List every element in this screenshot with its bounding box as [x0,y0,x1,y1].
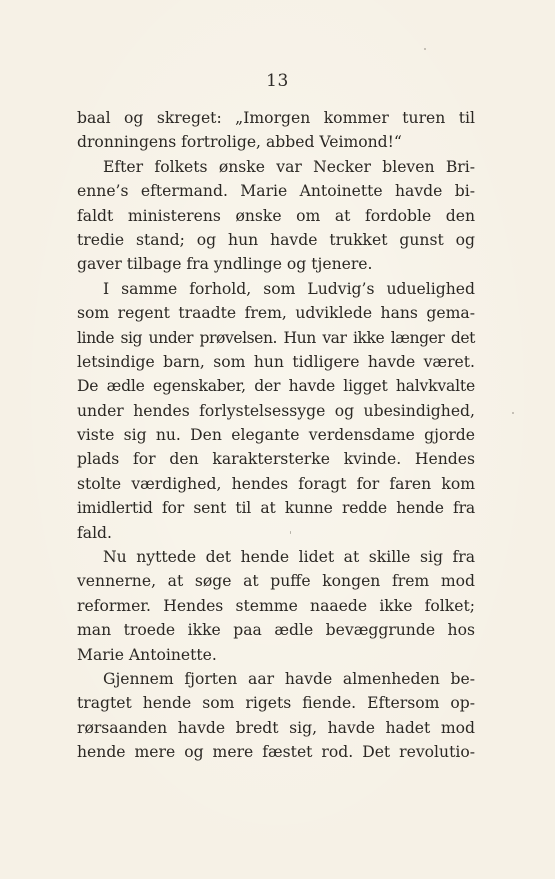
text-line: som regent traadte frem, udviklede hans gema- [77,304,475,323]
text-line: gaver tilbage fra yndlinge og tjenere. [77,255,373,274]
text-line: tragtet hende som rigets fiende. Eftersom op- [77,694,475,713]
body-text [77,106,475,765]
text-line: Nu nyttede det hende lidet at skille sig fra [103,548,475,567]
text-line: reformer. Hendes stemme naaede ikke folket; [77,596,475,615]
paper-speck [512,412,514,414]
text-line: De ædle egenskaber, der havde ligget halvkvalte [77,377,475,396]
text-line: rørsaanden havde bredt sig, havde hadet mod [77,718,475,737]
text-line: vennerne, at søge at puffe kongen frem mod [77,572,475,591]
text-line: faldt ministerens ønske om at fordoble den [77,206,475,225]
text-line: I samme forhold, som Ludvig’s uduelighed [103,279,475,298]
text-line: man troede ikke paa ædle bevæggrunde hos [77,621,475,640]
text-line: under hendes forlystelsessyge og ubesindighed, [77,401,475,420]
text-line: enne’s eftermand. Marie Antoinette havde bi- [77,182,475,201]
text-line: tredie stand; og hun havde trukket gunst og [77,230,475,249]
text-line: hende mere og mere fæstet rod. Det revolutio- [77,743,475,762]
text-line: viste sig nu. Den elegante verdensdame gjorde [77,426,475,445]
text-line: fald. [77,523,112,542]
text-line: letsindige barn, som hun tidligere havde været. [77,352,475,371]
text-line: baal og skreget: „Imorgen kommer turen til [77,109,475,127]
text-line: plads for den karaktersterke kvinde. Hendes [77,450,475,469]
page-number: 13 [266,71,289,91]
text-line: Marie Antoinette. [77,645,217,664]
text-line: linde sig under prøvelsen. Hun var ikke længer det [77,328,475,347]
text-line: imidlertid for sent til at kunne redde hende fra [77,499,475,518]
text-line: Efter folkets ønske var Necker bleven Bri- [103,157,475,176]
paper-speck [424,48,426,50]
paper-speck [290,531,291,534]
text-line: dronningens fortrolige, abbed Veimond!“ [77,133,402,152]
text-line: Gjennem fjorten aar havde almenheden be- [103,669,475,688]
text-line: stolte værdighed, hendes foragt for faren kom [77,474,475,493]
